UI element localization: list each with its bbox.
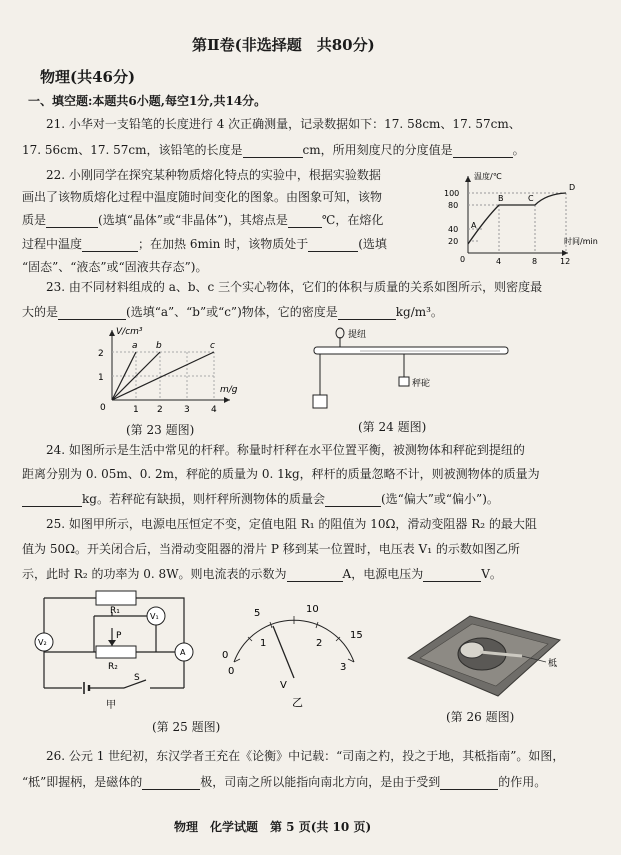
- section-heading: 一、填空题:本题共6小题,每空1分,共14分。: [28, 94, 267, 108]
- q22-blank-melting-point[interactable]: [288, 215, 322, 228]
- q26-text-b: 极，司南之所以能指向南北方向，是由于受到: [200, 775, 441, 789]
- q21-line2: [22, 143, 525, 158]
- fig25-label-r1: R₁: [110, 606, 120, 616]
- q22-line5: “固态”、“液态”或“固液共存态”)。: [22, 260, 208, 274]
- q22-blank-temperature[interactable]: [82, 239, 138, 252]
- q24-line2: 距离分别为 0. 05m、0. 2m，秤砣的质量为 0. 1kg，秤杆的质量忽略不计，则被测物体的质量为: [22, 467, 540, 481]
- fig25-r1: [96, 591, 136, 605]
- fig24-label-weight: 秤砣: [412, 379, 431, 389]
- q25-blank-voltage[interactable]: [423, 569, 481, 582]
- fig23-xtick-3: 3: [184, 405, 190, 415]
- q22-text-c: ℃，在熔化: [321, 213, 384, 227]
- q21-blank-division[interactable]: [453, 145, 513, 158]
- q24-text-b: (选“偏大”或“偏小”)。: [380, 492, 499, 506]
- q24-line3: [22, 492, 499, 507]
- q26-line2: [22, 775, 546, 790]
- fig22-xlabel: 时间/min: [564, 237, 598, 246]
- fig22-ytick-40: 40: [448, 225, 459, 234]
- q26-text-c: 的作用。: [498, 775, 547, 789]
- fig25-label-v1: V₁: [150, 612, 159, 621]
- q25-text-c: V。: [481, 567, 502, 581]
- q25-line1: 25. 如图甲所示，电源电压恒定不变，定值电阻 R₁ 的阻值为 10Ω，滑动变阻器 R₂ 的最大阻: [46, 517, 537, 531]
- q24-blank-bias[interactable]: [325, 494, 381, 507]
- q22-line2: 画出了该物质熔化过程中温度随时间变化的图象。由图象可知，该物: [22, 190, 383, 204]
- fig23-label-c: c: [210, 341, 215, 351]
- fig22-point-d: D: [569, 183, 576, 192]
- fig23-xtick-1: 1: [133, 405, 139, 415]
- fig26-spoon-bowl: [460, 642, 484, 658]
- fig22-point-c: C: [528, 194, 534, 203]
- fig23-label-b: b: [156, 341, 162, 351]
- fig22-ytick-80: 80: [448, 201, 459, 210]
- fig25-label-jia: 甲: [106, 700, 116, 711]
- q22-blank-type[interactable]: [46, 215, 98, 228]
- fig26-sinan: [400, 610, 570, 708]
- fig25-meter-name: 乙: [292, 696, 303, 709]
- fig26-caption: (第 26 题图): [446, 710, 515, 724]
- q21-text-a: 17. 56cm、17. 57cm，该铅笔的长度是: [22, 143, 243, 157]
- q25-blank-current[interactable]: [287, 569, 343, 582]
- fig25-circuit: [24, 588, 202, 714]
- fig25-meter-15: 15: [350, 630, 363, 641]
- fig23-origin: 0: [100, 403, 106, 413]
- page-footer: 物理 化学试题 第 5 页(共 10 页): [174, 820, 372, 834]
- q22-text-a: 质是: [22, 213, 47, 227]
- fig25-meter-2: 2: [316, 638, 323, 649]
- fig25-meter-scale: [234, 616, 354, 662]
- q23-line2: [22, 305, 443, 320]
- q26-blank-force[interactable]: [440, 777, 498, 790]
- fig24-steelyard: [300, 325, 530, 420]
- q23-blank-object[interactable]: [58, 307, 126, 320]
- q22-line3: [22, 213, 383, 228]
- fig22-ytick-20: 20: [448, 237, 459, 246]
- fig25-caption: (第 25 题图): [152, 720, 221, 734]
- q23-blank-density[interactable]: [338, 307, 396, 320]
- fig24-knob: [336, 328, 344, 338]
- fig22-point-a: A: [471, 221, 477, 230]
- fig25-slider: [108, 640, 116, 646]
- q23-line1: 23. 由不同材料组成的 a、b、c 三个实心物体，它们的体积与质量的关系如图所示，则密度最: [46, 280, 543, 294]
- fig22-ytick-100: 100: [444, 189, 460, 198]
- q26-line1: 26. 公元 1 世纪初，东汉学者王充在《论衡》中记载：“司南之杓，投之于地，其柢指南”。如图，: [46, 749, 565, 763]
- fig25-meter-unit: V: [280, 680, 287, 691]
- fig22-point-b: B: [498, 194, 504, 203]
- q21-line1: 21. 小华对一支铅笔的长度进行 4 次正确测量，记录数据如下：17. 58cm、17. 57cm、: [46, 117, 521, 131]
- fig25-needle: [273, 626, 294, 678]
- q26-blank-pole[interactable]: [142, 777, 200, 790]
- fig23-ytick-2: 2: [98, 349, 104, 359]
- fig22-xtick-4: 4: [496, 257, 502, 266]
- fig25-meter-10: 10: [306, 604, 319, 615]
- q24-line1: 24. 如图所示是生活中常见的杆秤。称量时杆秤在水平位置平衡，被测物体和秤砣到提纽的: [46, 443, 525, 457]
- fig24-label-knob: 提纽: [348, 330, 367, 340]
- fig24-caption: (第 24 题图): [358, 420, 427, 434]
- fig25-label-s: S: [134, 673, 140, 683]
- fig24-object: [313, 395, 327, 408]
- fig23-line-c: [112, 352, 214, 400]
- q21-text-b: cm，所用刻度尺的分度值是: [302, 143, 453, 157]
- fig25-meter-0: 0: [228, 666, 235, 677]
- fig23-xtick-4: 4: [211, 405, 217, 415]
- fig23-ylabel: V/cm³: [116, 327, 143, 337]
- fig25-meter-zero-top: 0: [222, 650, 229, 661]
- fig25-voltmeter: [218, 600, 368, 712]
- q23-text-c: kg/m³。: [395, 305, 443, 319]
- q22-text-d: 过程中温度: [22, 237, 83, 251]
- q22-blank-state[interactable]: [308, 239, 358, 252]
- fig22-graph: [438, 168, 608, 268]
- fig23-xlabel: m/g: [220, 385, 238, 395]
- q23-text-b: (选填“a”、“b”或“c”)物体，它的密度是: [126, 305, 338, 319]
- q23-text-a: 大的是: [22, 305, 59, 319]
- q25-line2: 值为 50Ω。开关闭合后，当滑动变阻器的滑片 P 移到某一位置时，电压表 V₁ 的示数如图乙所: [22, 542, 520, 556]
- fig24-weight: [399, 377, 409, 386]
- q22-line1: 22. 小刚同学在探究某种物质熔化特点的实验中，根据实验数据: [46, 168, 381, 182]
- q25-text-b: A，电源电压为: [342, 567, 424, 581]
- q22-line4: [22, 237, 387, 252]
- fig22-xtick-8: 8: [532, 257, 538, 266]
- q21-text-c: 。: [512, 143, 525, 157]
- fig22-origin: 0: [460, 255, 466, 264]
- fig23-xtick-2: 2: [157, 405, 163, 415]
- q24-text-a: kg。若秤砣有缺损，则杆秤所测物体的质量会: [82, 492, 325, 506]
- fig23-label-a: a: [132, 341, 138, 351]
- fig25-label-r2: R₂: [108, 662, 118, 672]
- fig25-label-v2: V₂: [38, 638, 47, 647]
- fig25-meter-3: 3: [340, 662, 347, 673]
- fig22-curve: [468, 193, 566, 244]
- fig23-graph: [90, 322, 250, 418]
- fig22-xtick-12: 12: [560, 257, 571, 266]
- fig25-label-a: A: [180, 648, 186, 657]
- fig23-ytick-1: 1: [98, 373, 104, 383]
- q24-blank-mass[interactable]: [22, 494, 82, 507]
- fig23-caption: (第 23 题图): [126, 423, 195, 437]
- q25-line3: [22, 567, 502, 582]
- q26-text-a: “柢”即握柄，是磁体的: [22, 775, 143, 789]
- q22-text-f: (选填: [358, 237, 387, 251]
- q21-blank-length[interactable]: [243, 145, 303, 158]
- fig22-ylabel: 温度/℃: [474, 172, 502, 181]
- fig25-r2: [96, 646, 136, 658]
- q22-text-e: ；在加热 6min 时，该物质处于: [138, 237, 309, 251]
- fig25-meter-5: 5: [254, 608, 261, 619]
- q25-text-a: 示，此时 R₂ 的功率为 0. 8W。则电流表的示数为: [22, 567, 287, 581]
- q22-text-b: (选填“晶体”或“非晶体”)，其熔点是: [98, 213, 288, 227]
- part-title: 第Ⅱ卷(非选择题 共80分): [192, 36, 375, 54]
- fig26-label: 柢: [548, 659, 558, 669]
- subject-title: 物理(共46分): [40, 68, 136, 86]
- fig25-label-p: P: [116, 631, 122, 641]
- fig25-meter-1: 1: [260, 638, 267, 649]
